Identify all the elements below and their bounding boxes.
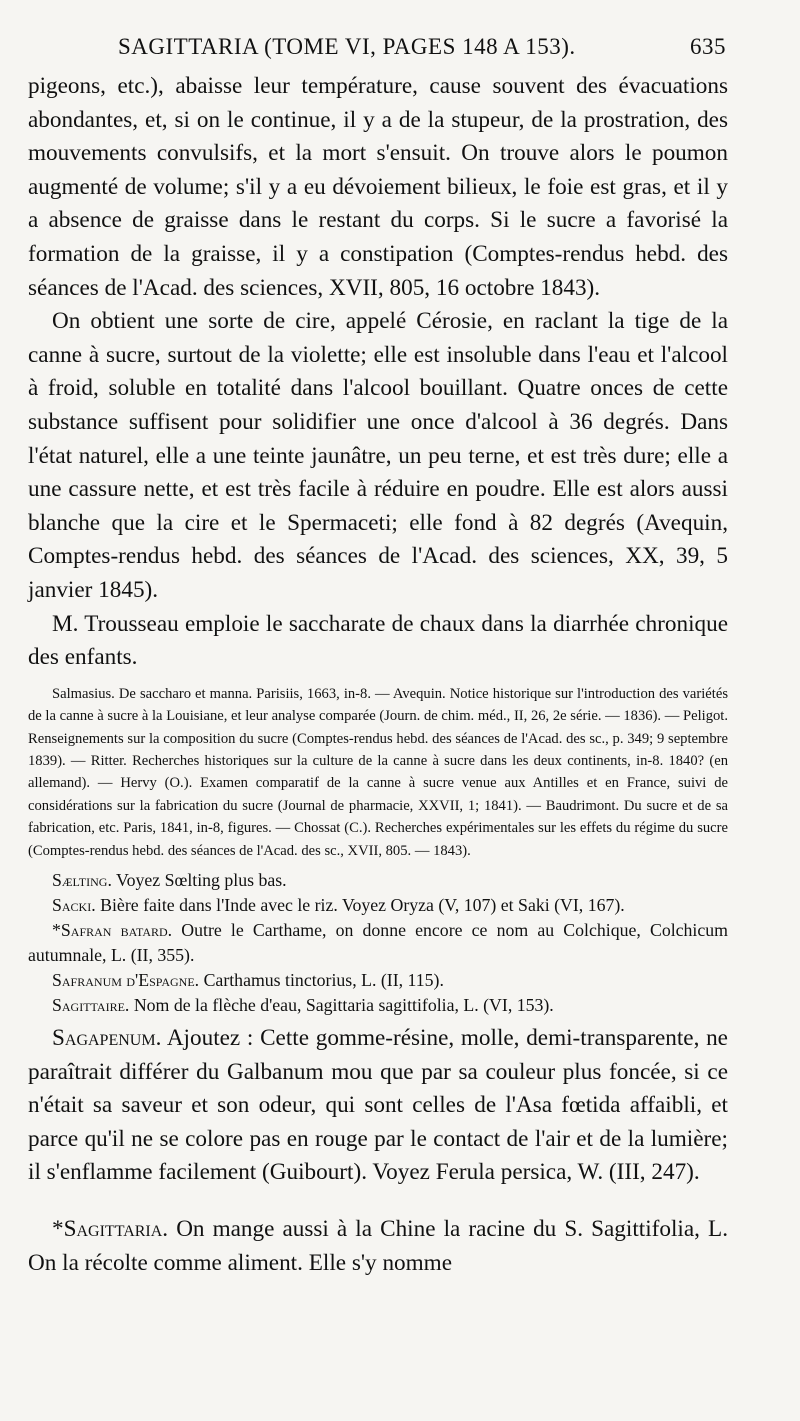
entry-head: Sacki.: [52, 894, 96, 915]
entry: [28, 893, 728, 918]
dictionary-entries: [28, 868, 728, 1018]
entry-head: Sælting.: [52, 869, 112, 890]
entry: [28, 993, 728, 1018]
entry: [28, 868, 728, 893]
main-text: [28, 70, 728, 675]
page-number: 635: [690, 34, 726, 59]
paragraph: On obtient une sorte de cire, appelé Cérosie, en raclant la tige de la canne à sucre, surtout de la violette; elle est insoluble dans l'eau et l'alcool à froid, soluble en totalité dans l'alcool bouillant. Quatre onces de cette substance suffisent pour solidifier une once d'alcool à 36 degrés. Dans l'état naturel, elle a une teinte jaunâtre, un peu terne, et est très dure; elle a une cassure nette, et est très facile à réduire en poudre. Elle est alors aussi blanche que la cire et le Spermaceti; elle fond à 82 degrés (Avequin, Comptes-rendus hebd. des séances de l'Acad. des sciences, XX, 39, 5 janvier 1845).: [28, 308, 728, 603]
entry-sagittaria: [28, 1213, 728, 1280]
entry-head: *Safran batard.: [52, 919, 173, 940]
entry-body: Carthamus tinctorius, L. (II, 115).: [203, 969, 444, 990]
entry-body: Voyez Sœlting plus bas.: [116, 869, 287, 890]
entry-body: Outre le Carthame, on donne encore ce nom au Colchique, Colchicum autumnale, L. (II, 355).: [28, 919, 728, 965]
page-header: [118, 34, 726, 64]
paragraph: M. Trousseau emploie le saccharate de chaux dans la diarrhée chronique des enfants.: [28, 610, 728, 671]
page-body: [28, 70, 728, 1303]
running-title: SAGITTARIA (TOME VI, PAGES 148 A 153).: [118, 34, 576, 59]
entry-body: Nom de la flèche d'eau, Sagittaria sagittifolia, L. (VI, 153).: [133, 994, 554, 1015]
entry-sagapenum: [28, 1022, 728, 1190]
entry-head: Sagittaire.: [52, 994, 130, 1015]
entry-head: Safranum d'Espagne.: [52, 969, 200, 990]
paragraph: pigeons, etc.), abaisse leur température, cause souvent des évacuations abondantes, et, si on le continue, il y a de la stupeur, de la prostration, des mouvements convulsifs, et la mort s'ensuit. On trouve alors le poumon augmenté de volume; s'il y a eu dévoiement bilieux, le foie est gras, et il y a absence de graisse dans le restant du corps. Si le sucre a favorisé la formation de la graisse, il y a constipation (Comptes-rendus hebd. des séances de l'Acad. des sciences, XVII, 805, 16 octobre 1843).: [28, 73, 728, 301]
entry-body: On mange aussi à la Chine la racine du S. Sagittifolia, L. On la récolte comme aliment. Elle s'y nomme: [28, 1216, 728, 1276]
entry-body: Bière faite dans l'Inde avec le riz. Voyez Oryza (V, 107) et Saki (VI, 167).: [100, 894, 625, 915]
entry-head: *Sagittaria.: [52, 1216, 169, 1243]
entry-head: Sagapenum.: [52, 1024, 162, 1051]
bibliography: Salmasius. De saccharo et manna. Parisiis, 1663, in-8. — Avequin. Notice historique sur l'introduction des variétés de la canne à sucre à la Louisiane, et leur analyse comparée (Journ. de chim. méd., II, 26, 2e série. — 1836). — Peligot. Renseignements sur la composition du sucre (Comptes-rendus hebd. des séances de l'Acad. des sc., p. 349; 9 septembre 1839). — Ritter. Recherches historiques sur la culture de la canne à sucre dans les deux continents, in-8. 1840? (en allemand). — Hervy (O.). Examen comparatif de la canne à sucre venue aux Antilles et en France, suivi de considérations sur la fabrication du sucre (Journal de pharmacie, XXVII, 1; 1841). — Baudrimont. Du sucre et de sa fabrication, etc. Paris, 1841, in-8, figures. — Chossat (C.). Recherches expérimentales sur les effets du régime du sucre (Comptes-rendus hebd. des séances de l'Acad. des sc., XVII, 805. — 1843).: [28, 685, 728, 859]
entry: [28, 968, 728, 993]
entry: [28, 918, 728, 968]
entry-body: Ajoutez : Cette gomme-résine, molle, demi-transparente, ne paraîtrait différer du Galbanum mou que par sa couleur plus foncée, si ce n'était sa saveur et son odeur, qui sont celles de l'Asa fœtida affaibli, et parce qu'il ne se colore pas en rouge par le contact de l'air et de la lumière; il s'enflamme facilement (Guibourt). Voyez Ferula persica, W. (III, 247).: [28, 1024, 728, 1186]
